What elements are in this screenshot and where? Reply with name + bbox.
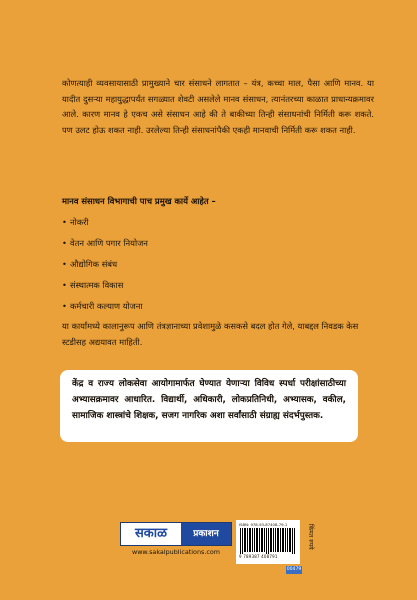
barcode-box [236, 520, 300, 564]
bullet-icon: • [62, 217, 67, 227]
publisher-logo [120, 522, 232, 546]
logo-sub-text: प्रकाशन [181, 523, 231, 545]
bullet-icon: • [62, 280, 67, 290]
list-item-label: वेतन आणि पगार नियोजन [70, 238, 148, 248]
logo-main-text: सकाळ [121, 523, 181, 545]
barcode-digits: 9 789387 408791 [239, 554, 278, 559]
list-item-label: नोकरी [70, 217, 89, 227]
bullet-icon: • [62, 238, 67, 248]
barcode-icon [239, 528, 297, 554]
list-item [62, 236, 148, 250]
list-item [62, 278, 123, 292]
highlight-box: केंद्र व राज्य लोकसेवा आयोगामार्फत घेण्यात येणाऱ्या विविध स्पर्धा परीक्षांसाठीच्या अभ्यासक्रमावर आधारित. विद्यार्थी, अधिकारी, लोकप्रतिनिधी, अभ्यासक, वकील, सामाजिक शास्त्रांचे शिक्षक, सजग नागरिक अशा सर्वांसाठी संग्राह्य संदर्भपुस्तक. [60, 370, 358, 442]
closing-paragraph: या कार्यांमध्ये कालानुरूप आणि तंत्रज्ञानाच्या प्रवेशामुळे कसकसे बदल होत गेले, याबद्दल निवडक केस स्टडीसह अद्ययावत माहिती. [62, 321, 359, 347]
publisher-url: www.sakalpublications.com [131, 548, 221, 556]
bullet-icon: • [62, 301, 67, 311]
list-item [62, 257, 117, 271]
isbn-text: ISBN: 978-93-87408-79-1 [239, 522, 288, 527]
list-item [62, 299, 143, 313]
list-item-label: कर्मचारी कल्याण योजना [70, 301, 143, 311]
functions-heading: मानव संसाधन विभागाची पाच प्रमुख कार्ये आहेत – [62, 196, 216, 206]
bullet-icon: • [62, 259, 67, 269]
list-item-label: औद्योगिक संबंध [70, 259, 118, 269]
list-item-label: संस्थात्मक विकास [70, 280, 124, 290]
price-code: 00479 [286, 567, 302, 572]
list-item [62, 215, 89, 229]
intro-paragraph: कोणत्याही व्यवसायासाठी प्रामुख्याने चार संसाधने लागतात – यंत्र, कच्चा माल, पैसा आणि मानव. या यादीत दुसऱ्या महायुद्धापर्यंत सगळ्यात शेवटी असलेले मानव संसाधन, त्यानंतरच्या काळात प्राधान्यक्रमावर आले. कारण मानव हे एकच असे संसाधन आहे की ते बाकीच्या तिन्ही संसाधनांची निर्मिती करू शकते. पण उलट होऊ शकत नाही. उरलेल्या तिन्ही संसाधनांपैकी एकही मानवाची निर्मिती करू शकत नाही. [62, 78, 374, 135]
price-label: किंमत रुपये [307, 524, 314, 550]
